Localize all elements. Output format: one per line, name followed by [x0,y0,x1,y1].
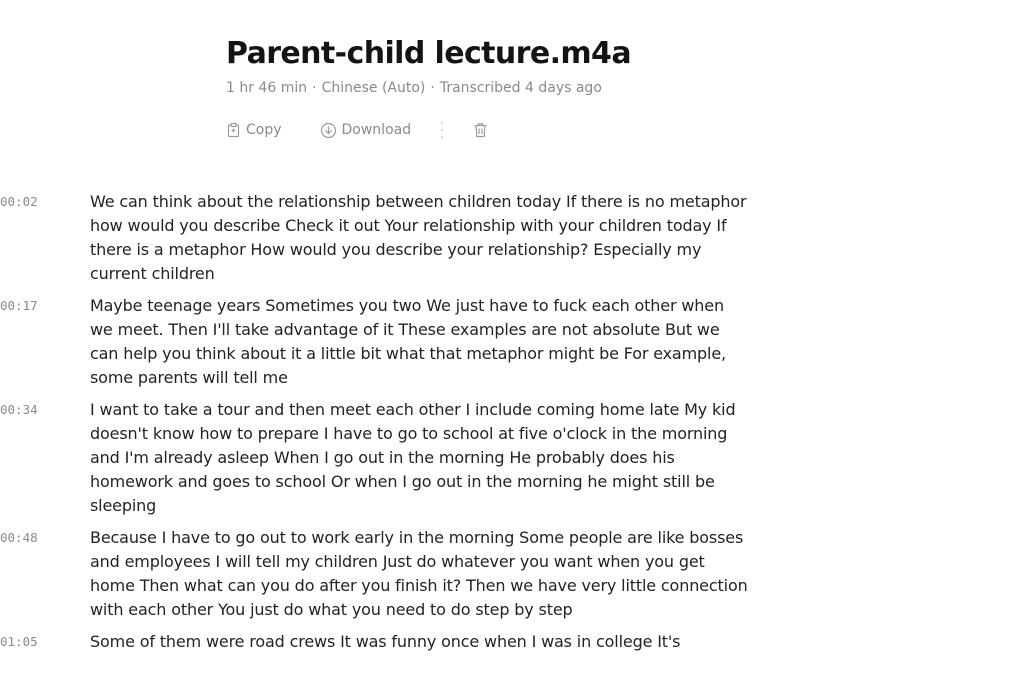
transcript-segment[interactable] [0,190,1024,286]
download-icon [320,122,337,139]
meta-separator: · [430,80,435,96]
copy-button[interactable] [226,122,282,138]
transcript-segment[interactable] [0,398,1024,518]
segment-timestamp[interactable]: 00:17 [0,298,38,313]
file-meta [226,78,926,98]
trash-icon [473,122,488,138]
segment-text: Maybe teenage years Sometimes you two We just have to fuck each other when we meet. Then I'll take advantage of it These examples are not absolute But we can help you think about it a little bit what that metaphor might be For example, some parents will tell me [90,296,726,387]
segment-text: I want to take a tour and then meet each other I include coming home late My kid doesn't know how to prepare I have to go to school at five o'clock in the morning and I'm already asleep When I go out in the morning He probably does his homework and goes to school Or when I go out in the morning he might still be sleeping [90,400,736,515]
download-button[interactable] [320,122,412,139]
file-status: Transcribed 4 days ago [439,80,602,96]
meta-separator: · [312,80,317,96]
segment-timestamp[interactable]: 01:05 [0,634,38,649]
file-header [226,32,926,98]
transcript-segment[interactable] [0,526,1024,622]
download-label: Download [341,122,412,138]
segment-timestamp[interactable]: 00:02 [0,194,38,209]
more-vertical-icon [441,122,443,124]
segment-timestamp[interactable]: 00:34 [0,402,38,417]
more-vertical-icon [441,129,443,131]
segment-timestamp[interactable]: 00:48 [0,530,38,545]
file-language: Chinese (Auto) [321,80,426,96]
delete-button[interactable] [473,122,493,138]
transcript-segment[interactable] [0,630,1024,654]
transcript-list [0,190,1024,662]
segment-text: We can think about the relationship between children today If there is no metaphor how would you describe Check it out Your relationship with your children today If there is a metaphor How would you describe your relationship? Especially my current children [90,192,747,283]
copy-label: Copy [246,122,282,138]
more-vertical-icon [441,136,443,138]
transcript-segment[interactable] [0,294,1024,390]
segment-text: Because I have to go out to work early in the morning Some people are like bosses and employees I will tell my children Just do whatever you want when you get home Then what can you do after you finish it? Then we have very little connection with each other You just do what you need to do step by step [90,528,748,619]
file-duration: 1 hr 46 min [226,80,308,96]
file-title: Parent-child lecture.m4a [226,36,631,71]
more-options-button[interactable] [439,120,445,140]
toolbar [226,118,493,142]
clipboard-icon [226,122,241,138]
segment-text: Some of them were road crews It was funny once when I was in college It's [90,632,681,651]
